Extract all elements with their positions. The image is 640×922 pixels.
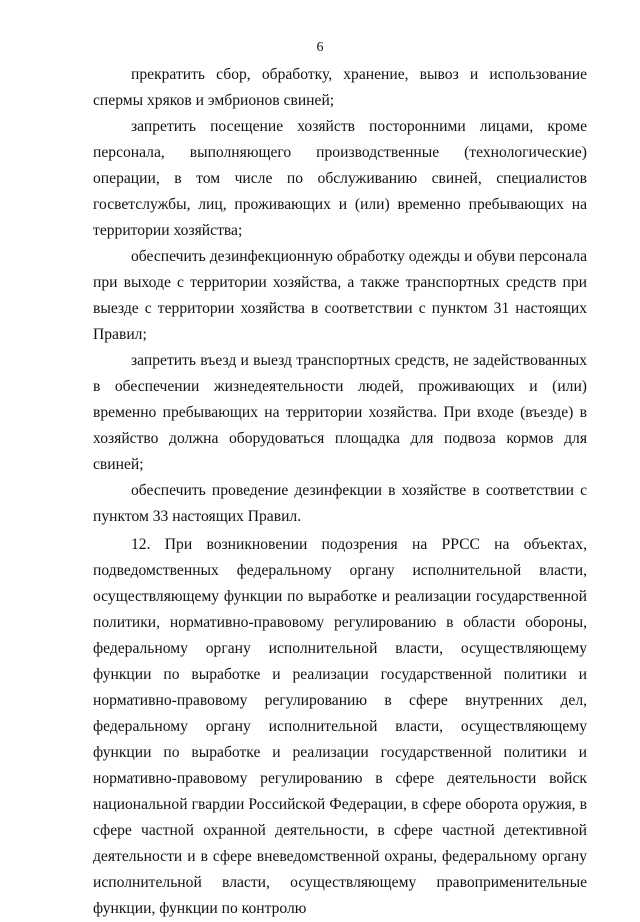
document-body (93, 62, 587, 922)
paragraph-prohibit-visits: запретить посещение хозяйств посторонними лицами, кроме персонала, выполняющего производственные (технологические) операции, в том числе по обслуживанию свиней, специалистов госветслужбы, лиц, проживающих и (или) временно пребывающих на территории хозяйства; (93, 118, 587, 239)
paragraph-prohibit-vehicles: запретить въезд и выезд транспортных средств, не задействованных в обеспечении жизнедеятельности людей, проживающих и (или) временно пребывающих на территории хозяйства. При входе (въезде) в хозяйство должна оборудоваться площадка для подвоза кормов для свиней; (93, 352, 587, 473)
paragraph-item-12: 12. При возникновении подозрения на РРСС на объектах, подведомственных федеральному органу исполнительной власти, осуществляющему функции по выработке и реализации государственной политики, нормативно-правовому регулированию в области обороны, федеральному органу исполнительной власти, осуществляющему функции по выработке и реализации государственной политики и нормативно-правовому регулированию в сфере внутренних дел, федеральному органу исполнительной власти, осуществляющему функции по выработке и реализации государственной политики и нормативно-правовому регулированию в сфере деятельности войск национальной гвардии Российской Федерации, в сфере оборота оружия, в сфере частной охранной деятельности, в сфере частной детективной деятельности и в сфере вневедомственной охраны, федеральному органу исполнительной власти, осуществляющему правоприменительные функции, функции по контролю (93, 536, 587, 917)
page-number: 6 (316, 40, 324, 55)
paragraph-stop-collection: прекратить сбор, обработку, хранение, вывоз и использование спермы хряков и эмбрионов свиней; (93, 66, 587, 109)
paragraph-disinfection-clothing: обеспечить дезинфекционную обработку одежды и обуви персонала при выходе с территории хозяйства, а также транспортных средств при выезде с территории хозяйства в соответствии с пунктом 31 настоящих Правил; (93, 248, 587, 343)
paragraph-farm-disinfection: обеспечить проведение дезинфекции в хозяйстве в соответствии с пунктом 33 настоящих Правил. (93, 482, 587, 525)
